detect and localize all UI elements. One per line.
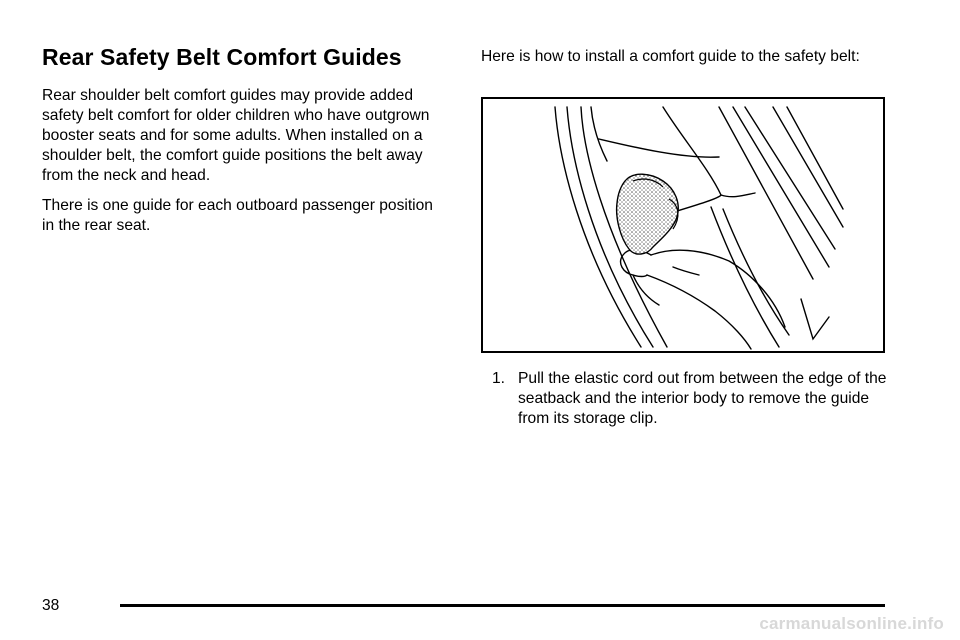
step-number: 1. xyxy=(492,370,506,387)
paragraph-intro: Rear shoulder belt comfort guides may provide added safety belt comfort for older children who have outgrown booster seats and for some adults. When installed on a shoulder belt, the comfort guide positions the belt away from the neck and head. xyxy=(42,87,430,184)
left-column xyxy=(42,86,442,246)
paragraph-guides: There is one guide for each outboard passenger position in the rear seat. xyxy=(42,197,433,234)
right-column xyxy=(481,47,901,67)
install-steps xyxy=(492,369,892,429)
section-title: Rear Safety Belt Comfort Guides xyxy=(42,44,402,70)
comfort-guide-illustration xyxy=(481,97,885,353)
comfort-guide-drawing xyxy=(483,99,883,351)
step-item xyxy=(492,369,892,429)
page-number: 38 xyxy=(42,597,60,614)
install-intro: Here is how to install a comfort guide to the safety belt: xyxy=(481,48,860,65)
step-text: Pull the elastic cord out from between the edge of the seatback and the interior body to remove the guide from its storage clip. xyxy=(518,370,887,427)
site-watermark: carmanualsonline.info xyxy=(759,614,944,633)
footer-rule xyxy=(120,604,885,607)
